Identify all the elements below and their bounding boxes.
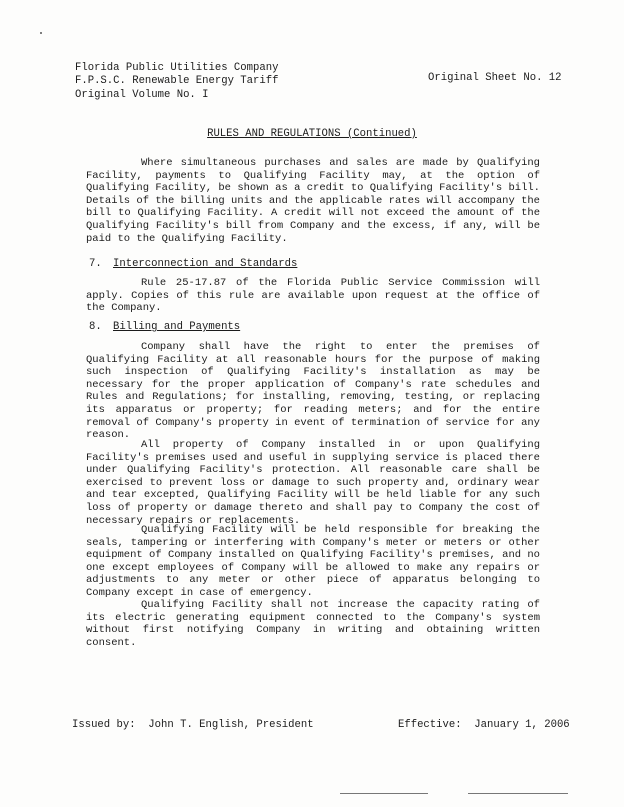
section-8-paragraph-2: All property of Company installed in or upon Qualifying Facility's premises used and useful in supplying service is placed there under Qualifying Facility's protection. All reasonable care shall be exercised to prevent loss or damage to such property and, ordinary wear and tear excepted, Qualifying Facility will be held liable for any such loss of property or damage thereto and shall pay to Company the cost of necessary repairs or replacements. xyxy=(86,439,540,527)
effective-date xyxy=(398,719,570,731)
section-number: 7. xyxy=(89,258,102,270)
page-title xyxy=(0,128,624,140)
section-8-paragraph-3: Qualifying Facility will be held responsible for breaking the seals, tampering or interfering with Company's meter or meters or other equipment of Company installed on Qualifying Facility's premises, and no one except employees of Company will be allowed to make any repairs or adjustments to any meter or other piece of apparatus belonging to Company except in case of emergency. xyxy=(86,524,540,599)
section-8-paragraph-4: Qualifying Facility shall not increase the capacity rating of its electric generating equipment connected to the Company's system without first notifying Company in writing and obtaining written consent. xyxy=(86,599,540,649)
section-7-paragraph-1: Rule 25-17.87 of the Florida Public Service Commission will apply. Copies of this rule are available upon request at the office of the Company. xyxy=(86,277,540,315)
scan-line xyxy=(340,793,428,794)
scan-line xyxy=(468,793,568,794)
issued-name: John T. English, President xyxy=(148,719,314,731)
section-8-heading xyxy=(89,321,240,333)
section-title: Billing and Payments xyxy=(113,321,241,333)
effective-value: January 1, 2006 xyxy=(474,719,570,731)
issued-by xyxy=(72,719,314,731)
section-8-paragraph-1: Company shall have the right to enter the premises of Qualifying Facility at all reasonable hours for the purpose of making such inspection of Qualifying Facility's installation as may be necessary for the proper application of Company's rate schedules and Rules and Regulations; for installing, removing, testing, or replacing its apparatus or property; for reading meters; and for the entire removal of Company's property in event of termination of service for any reason. xyxy=(86,341,540,442)
sheet-number: Original Sheet No. 12 xyxy=(428,72,562,84)
effective-label: Effective: xyxy=(398,719,462,731)
section-7-heading xyxy=(89,258,297,270)
issued-label: Issued by: xyxy=(72,719,136,731)
page-title-text: RULES AND REGULATIONS (Continued) xyxy=(207,128,417,140)
company-header: Florida Public Utilities Company F.P.S.C. Renewable Energy Tariff Original Volume No. I xyxy=(75,62,279,101)
intro-paragraph: Where simultaneous purchases and sales are made by Qualifying Facility, payments to Qualifying Facility may, at the option of Qualifying Facility, be shown as a credit to Qualifying Facility's bill. Details of the billing units and the applicable rates will accompany the bill to Qualifying Facility. A credit will not exceed the amount of the Qualifying Facility's bill from Company and the excess, if any, will be paid to the Qualifying Facility. xyxy=(86,157,540,245)
section-number: 8. xyxy=(89,321,102,333)
section-title: Interconnection and Standards xyxy=(113,258,298,270)
scan-speck xyxy=(40,32,42,34)
